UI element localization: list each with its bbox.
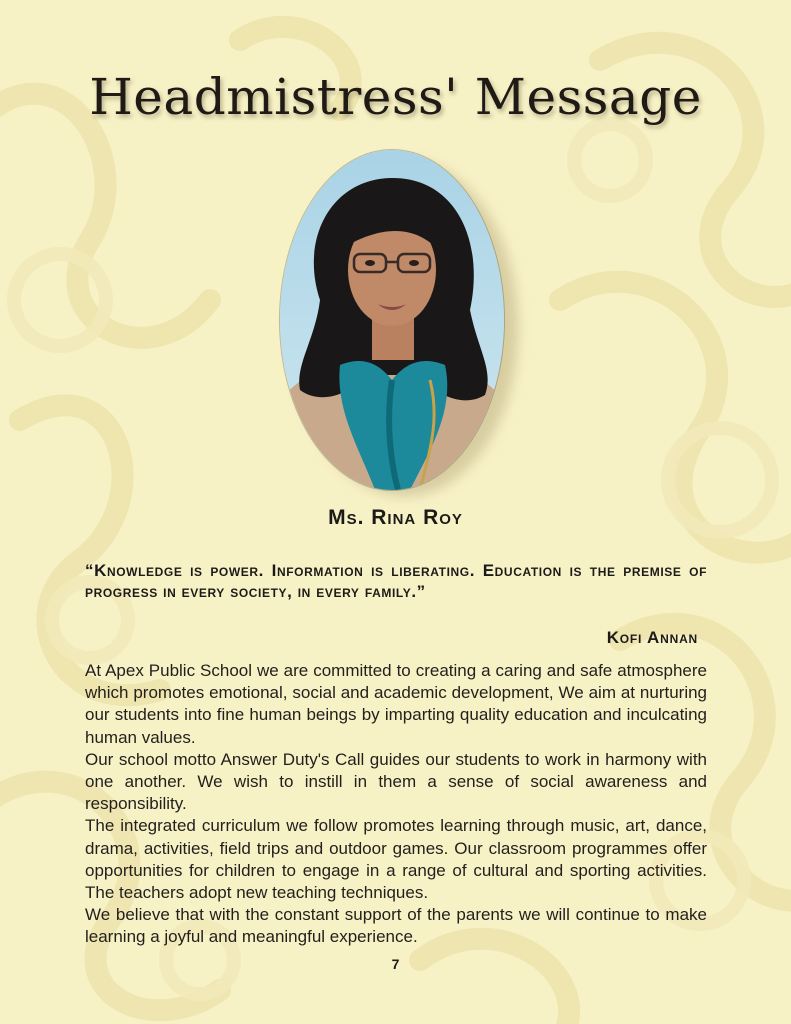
- page-number: 7: [391, 956, 400, 972]
- portrait-photo: [280, 150, 504, 490]
- message-paragraph: We believe that with the constant support of the parents we will continue to make learning a joyful and meaningful experience.: [85, 905, 707, 947]
- message-paragraph: The integrated curriculum we follow promotes learning through music, art, dance, drama, activities, field trips and outdoor games. Our classroom programmes offer opportunities for children to engage in a range of cultural and sporting activities. The teachers adopt new teaching techniques.: [85, 816, 707, 903]
- quote-text: “Knowledge is power. Information is liberating. Education is the premise of progress in every society, in every family.”: [85, 561, 707, 601]
- message-paragraph: At Apex Public School we are committed to creating a caring and safe atmosphere which promotes emotional, social and academic development, We aim at nurturing our students into fine human beings by imparting quality education and inculcating human values.: [85, 661, 707, 747]
- quote-author: Kofi Annan: [606, 628, 698, 647]
- headmistress-name: Ms. Rina Roy: [328, 506, 463, 529]
- page-title: Headmistress' Message: [89, 68, 702, 126]
- message-body: [85, 660, 707, 949]
- message-paragraph: Our school motto Answer Duty's Call guides our students to work in harmony with one another. We wish to instill in them a sense of social awareness and responsibility.: [85, 749, 707, 814]
- portrait-illustration: [280, 150, 504, 490]
